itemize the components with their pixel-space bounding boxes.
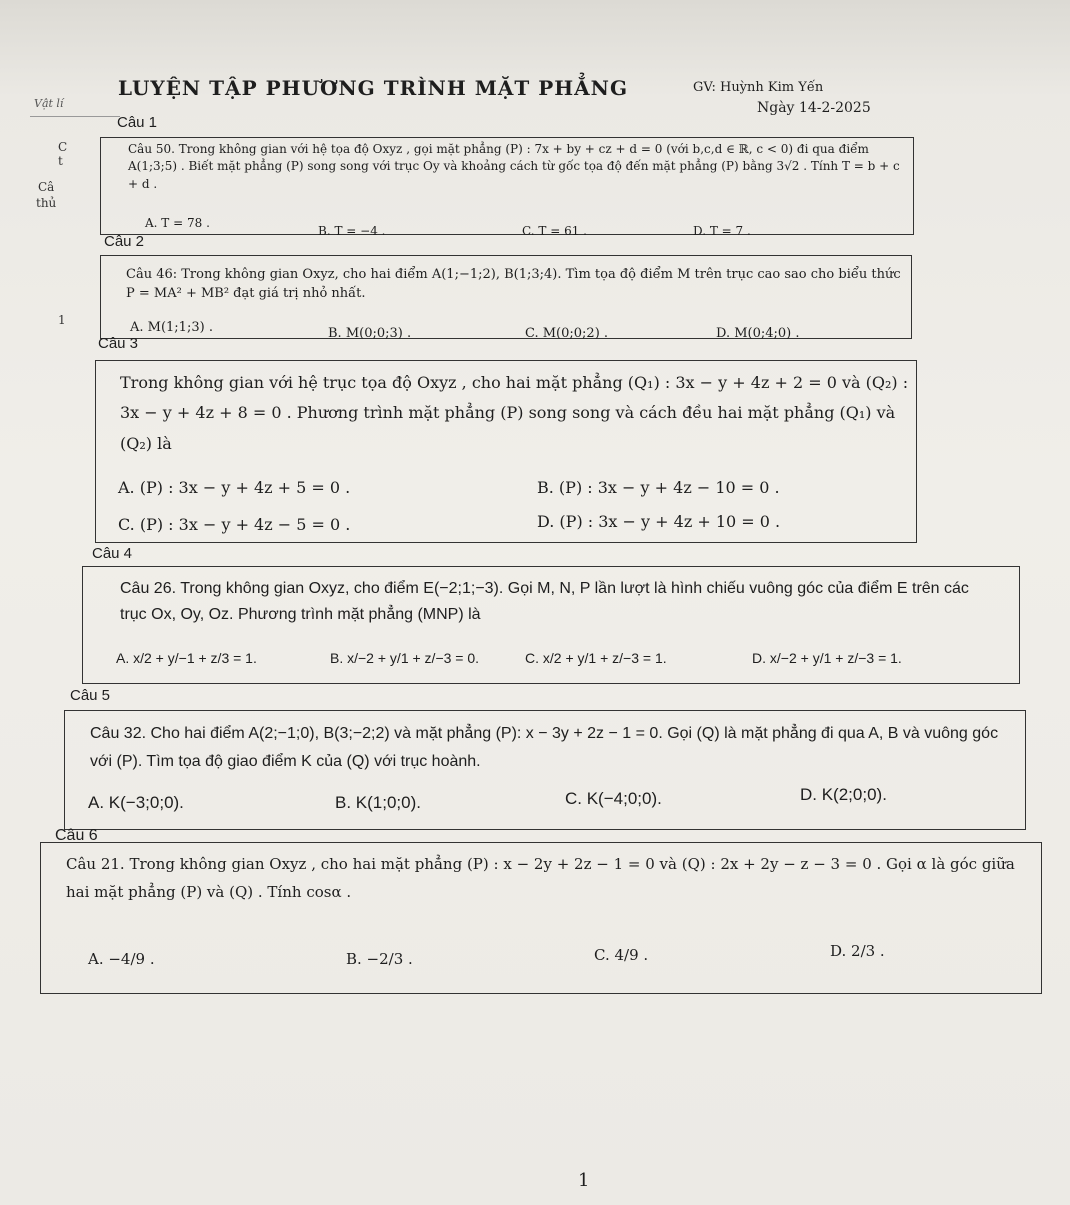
question-6-option-b: B. −2/3 . bbox=[346, 950, 413, 968]
question-2-option-b: B. M(0;0;3) . bbox=[328, 326, 412, 341]
worksheet-date: Ngày 14-2-2025 bbox=[757, 100, 871, 116]
question-1-text: Câu 50. Trong không gian với hệ tọa độ Oxyz , gọi mặt phẳng (P) : 7x + by + cz + d = 0 (với b,c,d ∈ ℝ, c < 0) đi qua điểm A(1;3;5) . Biết mặt phẳng (P) song song với trục Oy và khoảng cách từ gốc tọa độ đến mặt phẳng (P) bằng 3√2 . Tính T = b + c + d . bbox=[128, 142, 900, 191]
question-2-text: Câu 46: Trong không gian Oxyz, cho hai điểm A(1;−1;2), B(1;3;4). Tìm tọa độ điểm M trên trục cao sao cho biểu thức P = MA² + MB² đạt giá trị nhỏ nhất. bbox=[126, 267, 901, 301]
worksheet-title: LUYỆN TẬP PHƯƠNG TRÌNH MẶT PHẲNG bbox=[118, 76, 629, 100]
question-label: Câu 3 bbox=[98, 335, 139, 352]
side-fragment: 1 bbox=[58, 313, 66, 327]
question-1-option-d: D. T = 7 . bbox=[693, 224, 751, 238]
side-fragment: Câ bbox=[38, 180, 55, 194]
question-6-option-c: C. 4/9 . bbox=[594, 946, 649, 964]
side-fragment: C bbox=[58, 140, 68, 154]
question-2-option-a: A. M(1;1;3) . bbox=[130, 320, 213, 335]
question-label: Câu 4 bbox=[92, 545, 133, 562]
teacher-name: GV: Huỳnh Kim Yến bbox=[693, 80, 824, 95]
side-fragment: t bbox=[58, 154, 63, 168]
question-5-option-a: A. K(−3;0;0). bbox=[88, 793, 184, 812]
question-3-option-c: C. (P) : 3x − y + 4z − 5 = 0 . bbox=[118, 515, 351, 534]
question-1-option-b: B. T = −4 . bbox=[318, 224, 386, 238]
question-label: Câu 2 bbox=[104, 233, 145, 250]
question-label: Câu 5 bbox=[70, 687, 111, 704]
question-6-option-d: D. 2/3 . bbox=[830, 942, 885, 960]
divider bbox=[30, 116, 120, 117]
question-6-option-a: A. −4/9 . bbox=[88, 950, 155, 968]
question-3-option-b: B. (P) : 3x − y + 4z − 10 = 0 . bbox=[537, 478, 780, 497]
question-label: Câu 1 bbox=[117, 114, 158, 131]
question-3-text: Trong không gian với hệ trục tọa độ Oxyz , cho hai mặt phẳng (Q₁) : 3x − y + 4z + 2 = 0 và (Q₂) : 3x − y + 4z + 8 = 0 . Phương trình mặt phẳng (P) song song và cách đều hai mặt phẳng (Q₁) và (Q₂) là bbox=[120, 373, 909, 453]
question-5-text: Câu 32. Cho hai điểm A(2;−1;0), B(3;−2;2) và mặt phẳng (P): x − 3y + 2z − 1 = 0. Gọi (Q) là mặt phẳng đi qua A, B và vuông góc với (P). Tìm tọa độ giao điểm K của (Q) với trục hoành. bbox=[90, 725, 999, 770]
question-3-option-a: A. (P) : 3x − y + 4z + 5 = 0 . bbox=[118, 478, 351, 497]
question-3-option-d: D. (P) : 3x − y + 4z + 10 = 0 . bbox=[537, 512, 781, 531]
question-2-option-c: C. M(0;0;2) . bbox=[525, 326, 609, 341]
question-2-option-d: D. M(0;4;0) . bbox=[716, 326, 800, 341]
question-4-option-d: D. x/−2 + y/1 + z/−3 = 1. bbox=[752, 650, 902, 666]
question-5-option-c: C. K(−4;0;0). bbox=[565, 789, 662, 808]
question-4-option-c: C. x/2 + y/1 + z/−3 = 1. bbox=[525, 650, 667, 666]
question-1-option-c: C. T = 61 . bbox=[522, 224, 587, 238]
question-5-option-b: B. K(1;0;0). bbox=[335, 793, 421, 812]
page-number: 1 bbox=[578, 1170, 590, 1191]
side-fragment: thủ bbox=[36, 196, 57, 210]
question-6-text: Câu 21. Trong không gian Oxyz , cho hai mặt phẳng (P) : x − 2y + 2z − 1 = 0 và (Q) : 2x + 2y − z − 3 = 0 . Gọi α là góc giữa hai mặt phẳng (P) và (Q) . Tính cosα . bbox=[66, 855, 1015, 901]
subject-fragment: Vật lí bbox=[34, 97, 64, 110]
question-4-text: Câu 26. Trong không gian Oxyz, cho điểm E(−2;1;−3). Gọi M, N, P lần lượt là hình chiếu vuông góc của điểm E trên các trục Ox, Oy, Oz. Phương trình mặt phẳng (MNP) là bbox=[120, 580, 969, 624]
question-5-option-d: D. K(2;0;0). bbox=[800, 785, 887, 804]
question-1-option-a: A. T = 78 . bbox=[145, 216, 210, 230]
question-label: Câu 6 bbox=[55, 827, 98, 844]
question-4-option-b: B. x/−2 + y/1 + z/−3 = 0. bbox=[330, 650, 480, 666]
question-4-option-a: A. x/2 + y/−1 + z/3 = 1. bbox=[116, 650, 257, 666]
